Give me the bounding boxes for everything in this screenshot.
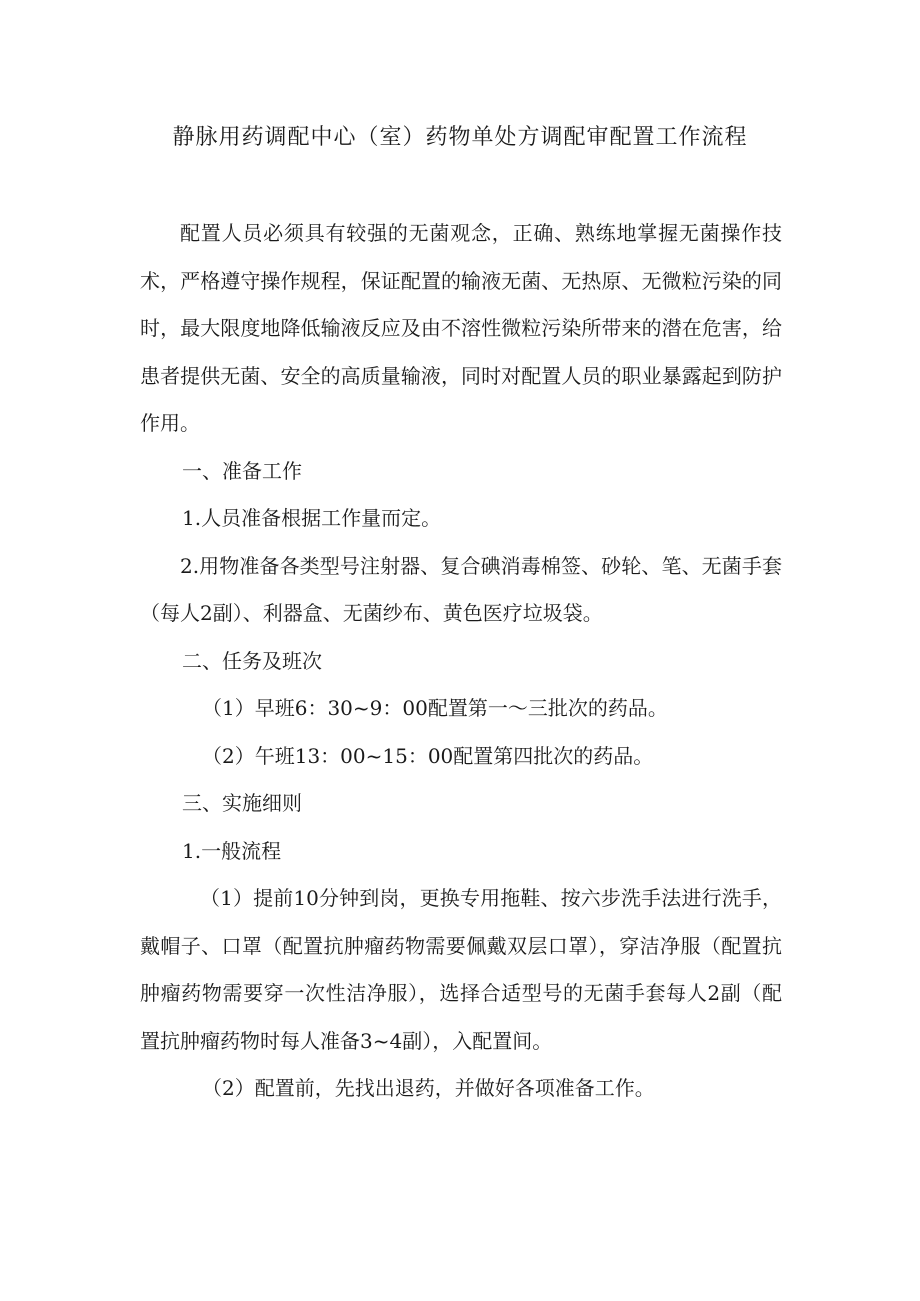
document-body	[140, 210, 782, 1113]
implementation-step-1: （1）提前10分钟到岗，更换专用拖鞋、按六步洗手法进行洗手，戴帽子、口罩（配置抗肿瘤药物需要佩戴双层口罩），穿洁净服（配置抗肿瘤药物需要穿一次性洁净服），选择合适型号的无菌手套每人2副（配置抗肿瘤药物时每人准备3~4副），入配置间。	[140, 886, 782, 1053]
task-item-noon-shift: （2）午班13：00~15：00配置第四批次的药品。	[202, 743, 654, 768]
implementation-step-2: （2）配置前，先找出退药，并做好各项准备工作。	[202, 1076, 655, 1100]
prep-item-supplies: 2.用物准备各类型号注射器、复合碘消毒棉签、砂轮、笔、无菌手套（每人2副）、利器盒、无菌纱布、黄色医疗垃圾袋。	[140, 553, 782, 625]
document-title: 静脉用药调配中心（室）药物单处方调配审配置工作流程	[172, 125, 748, 150]
section-heading-tasks: 二、任务及班次	[182, 648, 322, 673]
intro-paragraph: 配置人员必须具有较强的无菌观念，正确、熟练地掌握无菌操作技术，严格遵守操作规程，保证配置的输液无菌、无热原、无微粒污染的同时，最大限度地降低输液反应及由不溶性微粒污染所带来的潜在危害，给患者提供无菌、安全的高质量输液，同时对配置人员的职业暴露起到防护作用。	[140, 221, 782, 435]
section-heading-implementation: 三、实施细则	[182, 791, 302, 815]
prep-item-personnel: 1.人员准备根据工作量而定。	[182, 506, 442, 530]
section-heading-preparation: 一、准备工作	[182, 458, 302, 483]
task-item-morning-shift: （1）早班6：30~9：00配置第一～三批次的药品。	[202, 696, 668, 720]
implementation-subheading-general: 1.一般流程	[182, 838, 282, 863]
